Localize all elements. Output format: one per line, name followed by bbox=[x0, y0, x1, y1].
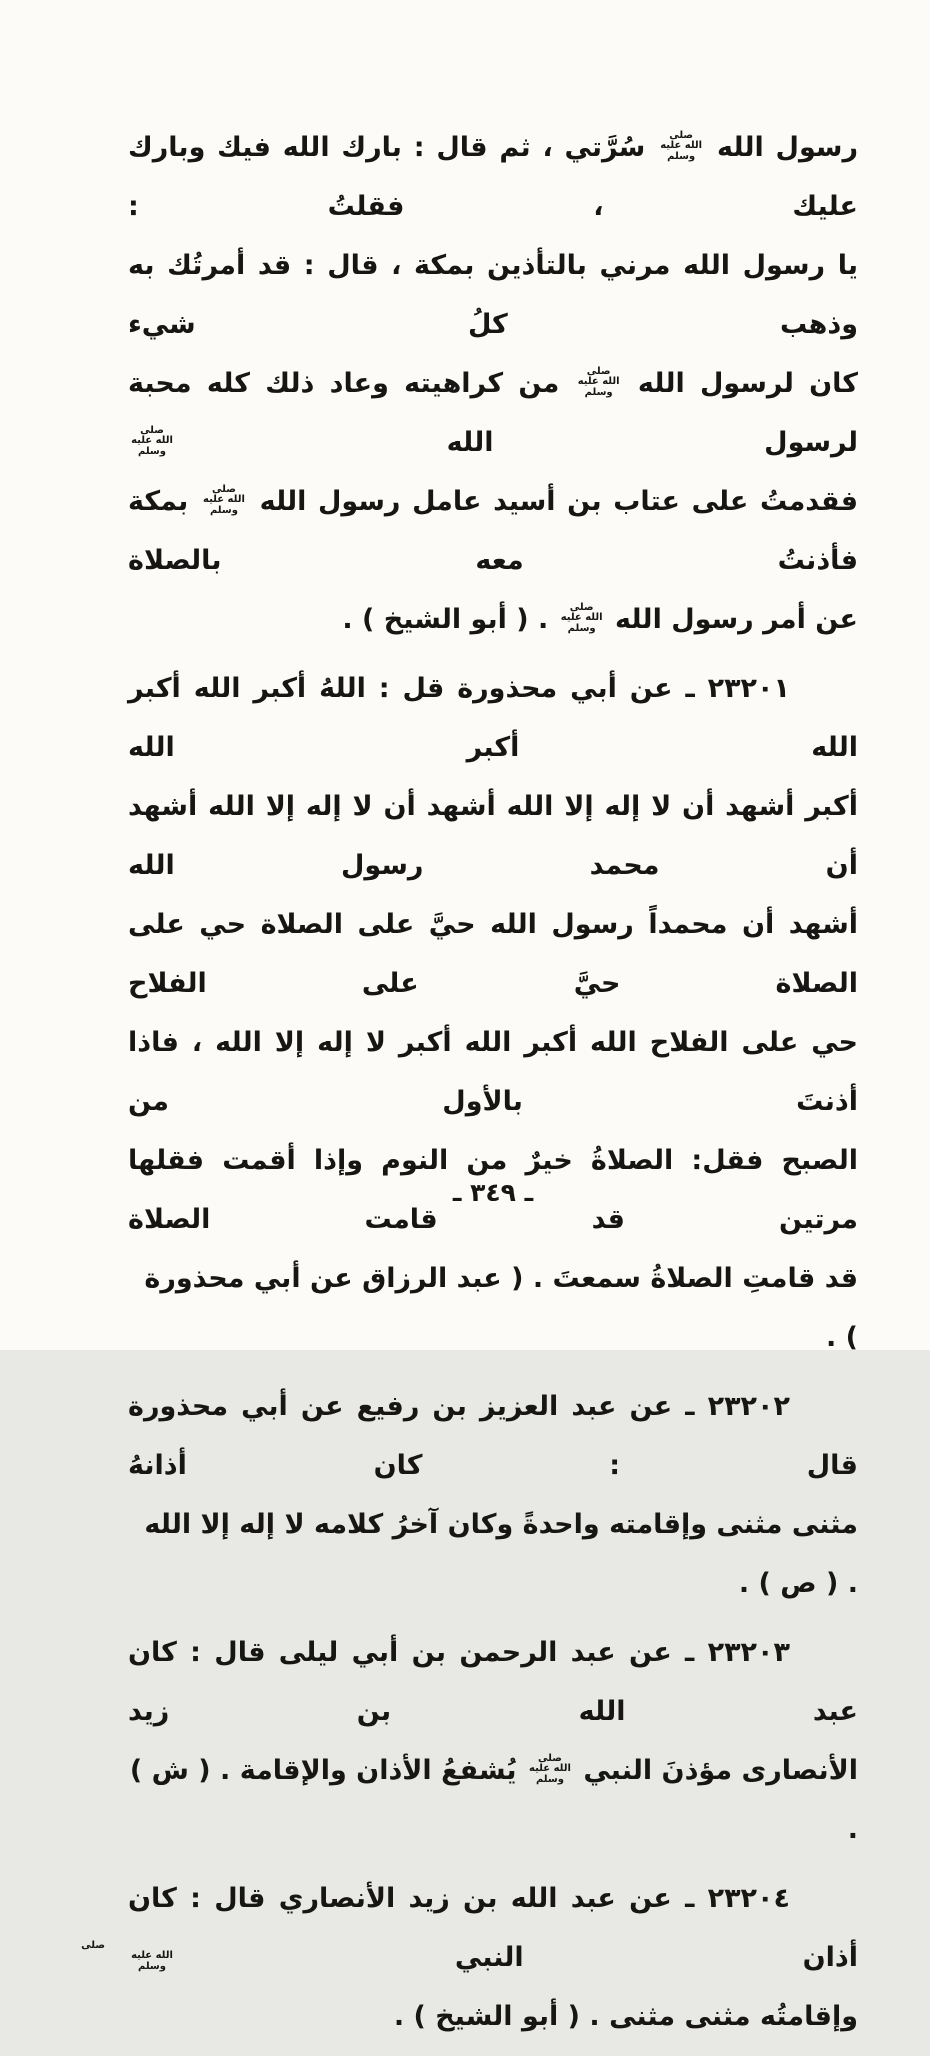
text-line: ٢٣٢٠١ ـ عن أبي محذورة قل : اللهُ أكبر الله أكبر الله أكبر الله bbox=[128, 673, 858, 763]
text-line: أكبر أشهد أن لا إله إلا الله أشهد أن لا إله إلا الله أشهد أن محمد رسول الله bbox=[128, 791, 858, 881]
salawat-seal-icon: صلى الله عليه وسلم bbox=[577, 365, 620, 398]
salawat-seal-icon: صلى الله عليه وسلم bbox=[660, 129, 703, 162]
text-line: يا رسول الله مرني بالتأذين بمكة ، قال : قد أمرتُك به وذهب كلُ شيء bbox=[128, 250, 858, 340]
hadith-23203 bbox=[128, 1623, 858, 1859]
text-line: الصبح فقل: الصلاةُ خيرٌ من النوم وإذا أقمت فقلها مرتين قد قامت الصلاة bbox=[128, 1145, 858, 1235]
text-line: رسول الله صلى الله عليه وسلم سُرَّتي ، ثم قال : بارك الله فيك وبارك عليك ، فقلتُ : bbox=[128, 129, 858, 222]
text-line: مثنى مثنى وإقامته واحدةً وكان آخرُ كلامه لا إله إلا الله . ( ص ) . bbox=[144, 1509, 858, 1599]
text-line: كان لرسول الله صلى الله عليه وسلم من كراهيته وعاد ذلك كله محبة لرسول الله صلى الله عليه وسلم bbox=[128, 365, 859, 458]
salawat-seal-icon: صلى الله عليه وسلم bbox=[529, 1752, 571, 1785]
text-line: وإقامتُه مثنى مثنى . ( أبو الشيخ ) . bbox=[393, 2001, 858, 2032]
text-line: الأنصارى مؤذنَ النبي صلى الله عليه وسلم يُشفعُ الأذان والإقامة . ( ش ) . bbox=[129, 1752, 858, 1845]
hadith-23201 bbox=[128, 659, 858, 1367]
text-line: عن أمر رسول الله صلى الله عليه وسلم . ( أبو الشيخ ) . bbox=[342, 601, 858, 635]
text-line: فقدمتُ على عتاب بن أسيد عامل رسول الله صلى الله عليه وسلم بمكة فأذنتُ معه بالصلاة bbox=[128, 483, 858, 576]
text-line: أشهد أن محمداً رسول الله حيَّ على الصلاة حي على الصلاة حيَّ على الفلاح bbox=[128, 909, 858, 999]
salawat-seal-icon: صلى الله عليه وسلم bbox=[203, 483, 245, 516]
text-line: ٢٣٢٠٤ ـ عن عبد الله بن زيد الأنصاري قال : كان أذان النبي صلى الله عليه وسلم bbox=[81, 1883, 858, 1973]
hadith-23202 bbox=[128, 1377, 858, 1613]
page-number: ـ ٣٤٩ ـ bbox=[452, 1178, 534, 1207]
text-line: ٢٣٢٠٣ ـ عن عبد الرحمن بن أبي ليلى قال : كان عبد الله بن زيد bbox=[128, 1637, 858, 1727]
salawat-seal-icon: صلى الله عليه وسلم bbox=[81, 1939, 173, 1972]
text-line: ٢٣٢٠٢ ـ عن عبد العزيز بن رفيع عن أبي محذورة قال : كان أذانهُ bbox=[128, 1391, 858, 1481]
continuation-paragraph bbox=[128, 118, 858, 649]
document-body bbox=[81, 118, 859, 2056]
hadith-23204 bbox=[81, 1869, 858, 2046]
text-line: حي على الفلاح الله أكبر الله أكبر لا إله إلا الله ، فاذا أذنتَ بالأول من bbox=[128, 1027, 858, 1117]
salawat-seal-icon: صلى الله عليه وسلم bbox=[131, 424, 173, 457]
salawat-seal-icon: صلى الله عليه وسلم bbox=[560, 601, 603, 634]
text-line: قد قامتِ الصلاةُ سمعتَ . ( عبد الرزاق عن أبي محذورة ) . bbox=[144, 1263, 858, 1353]
